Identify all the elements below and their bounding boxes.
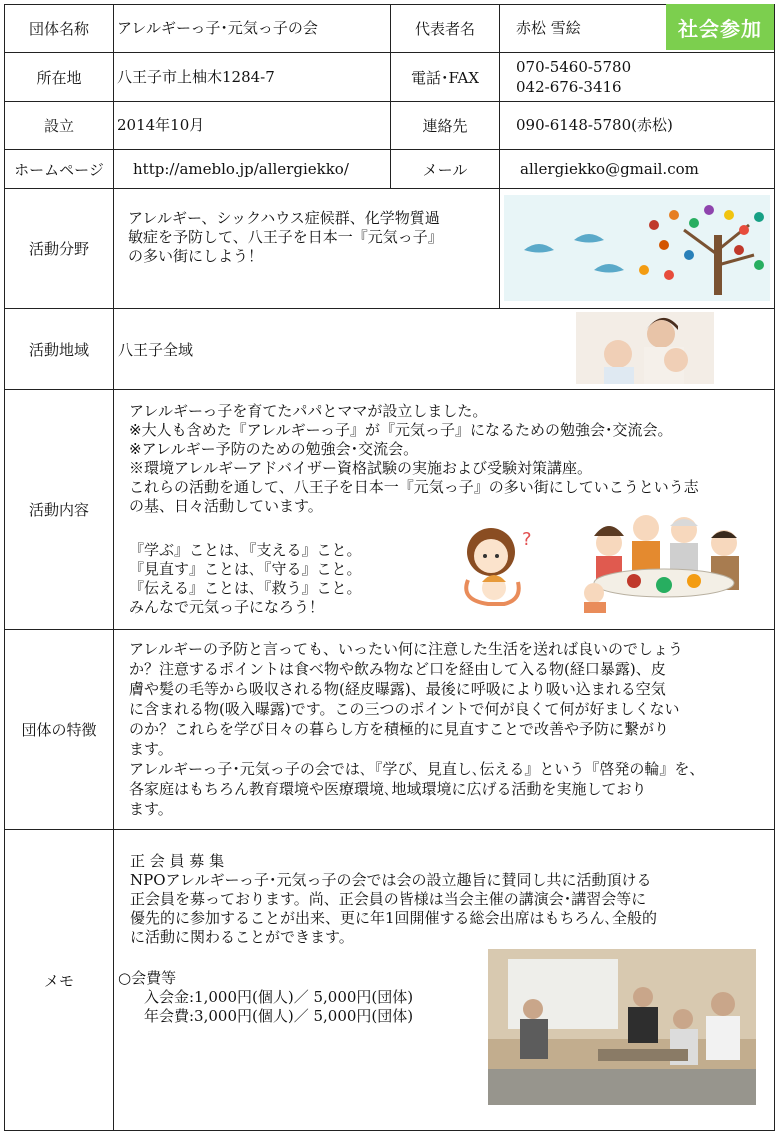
fee-annual: 年会費:3,000円(個人)／ 5,000円(団体) [144, 1007, 414, 1025]
activities-cell [113, 389, 775, 630]
area-value: 八王子全域 [118, 341, 194, 359]
address-cell [113, 52, 391, 102]
mail-label: メール [390, 149, 500, 189]
homepage-label: ホームページ [4, 149, 114, 189]
features-label: 団体の特徴 [4, 629, 114, 830]
address-value: 八王子市上柚木1284-7 [117, 68, 275, 86]
contact-value: 090-6148-5780(赤松) [516, 116, 673, 134]
field-text: アレルギー、シックハウス症候群、化学物質過 敏症を予防して、八王子を日本一『元気っ子』 の多い街にしよう！ [128, 209, 443, 265]
activities-motto: 『学ぶ』ことは､『支える』こと。 『見直す』ことは､『守る』こと。 『伝える』ことは､『救う』こと。 みんなで元気っ子になろう！ [129, 541, 362, 616]
founded-cell [113, 101, 391, 150]
features-text: アレルギーの予防と言っても、いったい何に注意した生活を送れば良いのでしょう か？注意するポイントは食べ物や飲み物など口を経由して入る物(経口暴露)、皮 膚や髪の毛等から吸収される物(経皮曝露)、最後に呼吸により吸い込まれる空気 に含まれる物(吸入曝露)です。この三つのポイントで何が良くて何が好ましくない のか？これらを学び日々の暮らし方を積極的に見直すことで改善や予防に繋がり ます。 アレルギーっ子･元気っ子の会では､『学び、見直し､伝える』という『啓発の輪』を、 各家庭はもちろん教育環境や医療環境､地域環境に広げる活動を実施しており ます。 [129, 640, 705, 818]
activities-text: アレルギーっ子を育てたパパとママが設立しました。 ※大人も含めた『アレルギーっ子』が『元気っ子』になるための勉強会･交流会。 ※アレルギー予防のための勉強会･交流会。 ※環境アレルギーアドバイザー資格試験の実施および受験対策講座。 これらの活動を通して、八王子を日本一『元気っ子』の多い街にしていこうという志 の基、日々活動しています。 [129, 402, 699, 515]
contact-cell [499, 101, 775, 150]
svg-text:?: ? [522, 529, 532, 550]
category-badge: 社会参加 [666, 4, 774, 50]
memo-label: メモ [4, 829, 114, 1131]
memo-heading: 正 会 員 募 集 [130, 852, 225, 870]
features-cell [113, 629, 775, 830]
rep-name: 赤松 雪絵 [516, 19, 581, 37]
area-label: 活動地域 [4, 308, 114, 390]
confused-mother-illustration [456, 520, 548, 606]
phone-cell [499, 52, 775, 102]
phone-label: 電話･FAX [390, 52, 500, 102]
meeting-photo [488, 949, 756, 1105]
address-label: 所在地 [4, 52, 114, 102]
org-name: アレルギーっ子･元気っ子の会 [117, 19, 318, 37]
rep-label: 代表者名 [390, 4, 500, 53]
tree-and-birds-illustration [504, 195, 770, 301]
mail-link[interactable]: allergiekko@gmail.com [520, 160, 699, 178]
field-image-cell [499, 188, 775, 309]
org-name-cell [113, 4, 391, 53]
homepage-link[interactable]: http://ameblo.jp/allergiekko/ [133, 160, 349, 178]
area-cell [113, 308, 775, 390]
activities-label: 活動内容 [4, 389, 114, 630]
phone-number-2: 042-676-3416 [516, 78, 622, 96]
memo-text: NPOアレルギーっ子･元気っ子の会では会の設立趣旨に賛同し共に活動頂ける 正会員を募っております。尚、正会員の皆様は当会主催の講演会･講習会等に 優先的に参加することが出来、更に年1回開催する総会出席はもちろん､全般的 に活動に関わることができます。 [130, 871, 658, 946]
mail-cell [499, 149, 775, 189]
fees-heading: ○会費等 [118, 969, 177, 987]
mother-and-child-photo [576, 312, 714, 384]
org-name-label: 団体名称 [4, 4, 114, 53]
contact-label: 連絡先 [390, 101, 500, 150]
founded-label: 設立 [4, 101, 114, 150]
fee-entry: 入会金:1,000円(個人)／ 5,000円(団体) [144, 988, 414, 1006]
founded-value: 2014年10月 [117, 116, 205, 134]
field-text-cell [113, 188, 500, 309]
memo-cell [113, 829, 775, 1131]
homepage-cell [113, 149, 391, 189]
family-dinner-illustration [574, 498, 752, 613]
phone-number-1: 070-5460-5780 [516, 58, 632, 76]
field-label: 活動分野 [4, 188, 114, 309]
